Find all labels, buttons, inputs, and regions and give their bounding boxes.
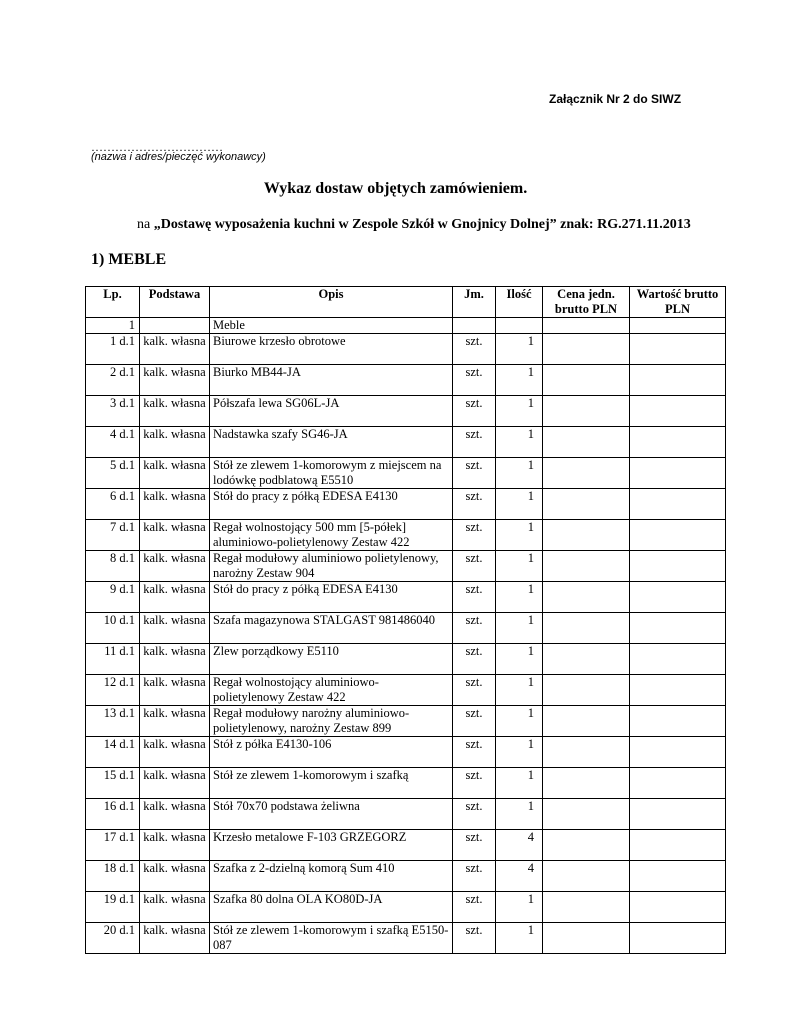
cell-jm: szt. bbox=[453, 675, 496, 706]
cell-ilosc: 1 bbox=[496, 892, 543, 923]
table-row bbox=[86, 644, 726, 675]
cell-opis: Regał modułowy aluminiowo polietylenowy, narożny Zestaw 904 bbox=[210, 551, 453, 582]
cell-ilosc: 1 bbox=[496, 613, 543, 644]
cell-podstawa: kalk. własna bbox=[140, 613, 210, 644]
cell-wartosc bbox=[630, 892, 726, 923]
cell-ilosc: 1 bbox=[496, 520, 543, 551]
cell-cena bbox=[543, 799, 630, 830]
cell-cena bbox=[543, 613, 630, 644]
cell-jm: szt. bbox=[453, 334, 496, 365]
cell-podstawa bbox=[140, 318, 210, 334]
cell-lp: 5 d.1 bbox=[86, 458, 140, 489]
cell-podstawa: kalk. własna bbox=[140, 861, 210, 892]
cell-wartosc bbox=[630, 427, 726, 458]
cell-podstawa: kalk. własna bbox=[140, 830, 210, 861]
table-row bbox=[86, 830, 726, 861]
cell-ilosc: 4 bbox=[496, 830, 543, 861]
cell-wartosc bbox=[630, 613, 726, 644]
table-row bbox=[86, 861, 726, 892]
cell-cena bbox=[543, 318, 630, 334]
cell-podstawa: kalk. własna bbox=[140, 675, 210, 706]
cell-cena bbox=[543, 458, 630, 489]
cell-opis: Stół do pracy z półką EDESA E4130 bbox=[210, 582, 453, 613]
cell-ilosc: 1 bbox=[496, 923, 543, 954]
cell-lp: 15 d.1 bbox=[86, 768, 140, 799]
cell-jm: szt. bbox=[453, 644, 496, 675]
cell-cena bbox=[543, 861, 630, 892]
cell-lp: 10 d.1 bbox=[86, 613, 140, 644]
table-row bbox=[86, 396, 726, 427]
cell-jm: szt. bbox=[453, 582, 496, 613]
cell-opis: Stół 70x70 podstawa żeliwna bbox=[210, 799, 453, 830]
table-row bbox=[86, 551, 726, 582]
cell-opis: Szafka z 2-dzielną komorą Sum 410 bbox=[210, 861, 453, 892]
cell-lp: 1 bbox=[86, 318, 140, 334]
cell-podstawa: kalk. własna bbox=[140, 799, 210, 830]
cell-jm: szt. bbox=[453, 365, 496, 396]
col-header-opis: Opis bbox=[210, 287, 453, 318]
cell-wartosc bbox=[630, 737, 726, 768]
table-row bbox=[86, 458, 726, 489]
col-header-podstawa: Podstawa bbox=[140, 287, 210, 318]
cell-cena bbox=[543, 582, 630, 613]
table-row bbox=[86, 582, 726, 613]
cell-lp: 19 d.1 bbox=[86, 892, 140, 923]
cell-opis: Szafka 80 dolna OLA KO80D-JA bbox=[210, 892, 453, 923]
table-row bbox=[86, 737, 726, 768]
cell-jm: szt. bbox=[453, 706, 496, 737]
cell-jm: szt. bbox=[453, 830, 496, 861]
table-row bbox=[86, 427, 726, 458]
cell-cena bbox=[543, 737, 630, 768]
cell-wartosc bbox=[630, 318, 726, 334]
table-header-row bbox=[86, 287, 726, 318]
cell-cena bbox=[543, 396, 630, 427]
table-row bbox=[86, 334, 726, 365]
cell-podstawa: kalk. własna bbox=[140, 737, 210, 768]
page-subtitle bbox=[137, 217, 691, 233]
cell-opis: Półszafa lewa SG06L-JA bbox=[210, 396, 453, 427]
cell-lp: 16 d.1 bbox=[86, 799, 140, 830]
cell-wartosc bbox=[630, 644, 726, 675]
col-header-wartosc: Wartość brutto PLN bbox=[630, 287, 726, 318]
table-row bbox=[86, 520, 726, 551]
cell-ilosc: 1 bbox=[496, 799, 543, 830]
cell-jm: szt. bbox=[453, 799, 496, 830]
cell-wartosc bbox=[630, 768, 726, 799]
cell-lp: 17 d.1 bbox=[86, 830, 140, 861]
cell-cena bbox=[543, 675, 630, 706]
cell-opis: Stół z półka E4130-106 bbox=[210, 737, 453, 768]
col-header-jm: Jm. bbox=[453, 287, 496, 318]
cell-opis: Stół ze zlewem 1-komorowym i szafką E5150-087 bbox=[210, 923, 453, 954]
cell-opis: Regał wolnostojący 500 mm [5-półek] aluminiowo-polietylenowy Zestaw 422 bbox=[210, 520, 453, 551]
contractor-dots-line: …………………………… bbox=[91, 140, 223, 154]
section-heading: 1) MEBLE bbox=[91, 251, 167, 268]
table-row bbox=[86, 923, 726, 954]
cell-lp: 20 d.1 bbox=[86, 923, 140, 954]
table-body bbox=[86, 318, 726, 954]
cell-podstawa: kalk. własna bbox=[140, 706, 210, 737]
cell-jm: szt. bbox=[453, 427, 496, 458]
table-row bbox=[86, 892, 726, 923]
cell-wartosc bbox=[630, 458, 726, 489]
cell-podstawa: kalk. własna bbox=[140, 892, 210, 923]
cell-opis: Stół ze zlewem 1-komorowym z miejscem na lodówkę podblatową E5510 bbox=[210, 458, 453, 489]
cell-ilosc: 1 bbox=[496, 737, 543, 768]
table-row bbox=[86, 675, 726, 706]
cell-jm: szt. bbox=[453, 458, 496, 489]
cell-jm bbox=[453, 318, 496, 334]
cell-wartosc bbox=[630, 520, 726, 551]
cell-jm: szt. bbox=[453, 737, 496, 768]
cell-podstawa: kalk. własna bbox=[140, 458, 210, 489]
cell-cena bbox=[543, 427, 630, 458]
cell-ilosc: 1 bbox=[496, 427, 543, 458]
cell-ilosc bbox=[496, 318, 543, 334]
cell-wartosc bbox=[630, 334, 726, 365]
cell-wartosc bbox=[630, 365, 726, 396]
cell-lp: 1 d.1 bbox=[86, 334, 140, 365]
cell-ilosc: 4 bbox=[496, 861, 543, 892]
cell-lp: 18 d.1 bbox=[86, 861, 140, 892]
col-header-lp: Lp. bbox=[86, 287, 140, 318]
page-title: Wykaz dostaw objętych zamówieniem. bbox=[263, 180, 528, 197]
cell-lp: 7 d.1 bbox=[86, 520, 140, 551]
cell-podstawa: kalk. własna bbox=[140, 427, 210, 458]
cell-ilosc: 1 bbox=[496, 334, 543, 365]
cell-podstawa: kalk. własna bbox=[140, 768, 210, 799]
cell-opis: Biurko MB44-JA bbox=[210, 365, 453, 396]
table-row bbox=[86, 489, 726, 520]
cell-opis: Szafa magazynowa STALGAST 981486040 bbox=[210, 613, 453, 644]
cell-opis: Stół ze zlewem 1-komorowym i szafką bbox=[210, 768, 453, 799]
cell-cena bbox=[543, 365, 630, 396]
cell-lp: 9 d.1 bbox=[86, 582, 140, 613]
cell-wartosc bbox=[630, 830, 726, 861]
cell-cena bbox=[543, 334, 630, 365]
cell-wartosc bbox=[630, 675, 726, 706]
cell-jm: szt. bbox=[453, 923, 496, 954]
cell-jm: szt. bbox=[453, 396, 496, 427]
cell-ilosc: 1 bbox=[496, 768, 543, 799]
cell-opis: Krzesło metalowe F-103 GRZEGORZ bbox=[210, 830, 453, 861]
cell-cena bbox=[543, 892, 630, 923]
cell-opis: Regał modułowy narożny aluminiowo-polietylenowy, narożny Zestaw 899 bbox=[210, 706, 453, 737]
table-row bbox=[86, 365, 726, 396]
subtitle-prefix: na bbox=[137, 217, 154, 232]
cell-opis: Regał wolnostojący aluminiowo-polietylenowy Zestaw 422 bbox=[210, 675, 453, 706]
cell-jm: szt. bbox=[453, 489, 496, 520]
table-row bbox=[86, 706, 726, 737]
table-row bbox=[86, 768, 726, 799]
cell-opis: Meble bbox=[210, 318, 453, 334]
cell-ilosc: 1 bbox=[496, 489, 543, 520]
cell-jm: szt. bbox=[453, 861, 496, 892]
cell-cena bbox=[543, 830, 630, 861]
cell-podstawa: kalk. własna bbox=[140, 582, 210, 613]
cell-ilosc: 1 bbox=[496, 582, 543, 613]
cell-cena bbox=[543, 706, 630, 737]
cell-ilosc: 1 bbox=[496, 644, 543, 675]
table-row bbox=[86, 318, 726, 334]
cell-ilosc: 1 bbox=[496, 675, 543, 706]
cell-jm: szt. bbox=[453, 613, 496, 644]
cell-ilosc: 1 bbox=[496, 551, 543, 582]
cell-cena bbox=[543, 644, 630, 675]
cell-wartosc bbox=[630, 489, 726, 520]
table-row bbox=[86, 799, 726, 830]
cell-jm: szt. bbox=[453, 892, 496, 923]
col-header-cena: Cena jedn. brutto PLN bbox=[543, 287, 630, 318]
contractor-label: (nazwa i adres/pieczęć wykonawcy) bbox=[91, 151, 266, 163]
cell-cena bbox=[543, 768, 630, 799]
annex-label: Załącznik Nr 2 do SIWZ bbox=[549, 92, 682, 106]
table-row bbox=[86, 613, 726, 644]
cell-wartosc bbox=[630, 861, 726, 892]
cell-jm: szt. bbox=[453, 520, 496, 551]
cell-wartosc bbox=[630, 923, 726, 954]
cell-wartosc bbox=[630, 706, 726, 737]
cell-lp: 8 d.1 bbox=[86, 551, 140, 582]
cell-opis: Zlew porządkowy E5110 bbox=[210, 644, 453, 675]
cell-cena bbox=[543, 551, 630, 582]
cell-lp: 13 d.1 bbox=[86, 706, 140, 737]
cell-podstawa: kalk. własna bbox=[140, 365, 210, 396]
cell-lp: 3 d.1 bbox=[86, 396, 140, 427]
cell-cena bbox=[543, 520, 630, 551]
cell-ilosc: 1 bbox=[496, 396, 543, 427]
cell-podstawa: kalk. własna bbox=[140, 396, 210, 427]
cell-jm: szt. bbox=[453, 768, 496, 799]
cell-ilosc: 1 bbox=[496, 365, 543, 396]
cell-opis: Nadstawka szafy SG46-JA bbox=[210, 427, 453, 458]
cell-opis: Stół do pracy z półką EDESA E4130 bbox=[210, 489, 453, 520]
col-header-ilosc: Ilość bbox=[496, 287, 543, 318]
cell-lp: 12 d.1 bbox=[86, 675, 140, 706]
cell-lp: 2 d.1 bbox=[86, 365, 140, 396]
cell-wartosc bbox=[630, 582, 726, 613]
cell-wartosc bbox=[630, 396, 726, 427]
cell-cena bbox=[543, 489, 630, 520]
cell-podstawa: kalk. własna bbox=[140, 489, 210, 520]
cell-podstawa: kalk. własna bbox=[140, 520, 210, 551]
cell-lp: 11 d.1 bbox=[86, 644, 140, 675]
cell-podstawa: kalk. własna bbox=[140, 923, 210, 954]
cell-cena bbox=[543, 923, 630, 954]
cell-podstawa: kalk. własna bbox=[140, 644, 210, 675]
cell-lp: 6 d.1 bbox=[86, 489, 140, 520]
subtitle-main: „Dostawę wyposażenia kuchni w Zespole Szkół w Gnojnicy Dolnej” znak: RG.271.11.2013 bbox=[153, 217, 691, 232]
cell-lp: 14 d.1 bbox=[86, 737, 140, 768]
cell-podstawa: kalk. własna bbox=[140, 334, 210, 365]
cell-podstawa: kalk. własna bbox=[140, 551, 210, 582]
items-table bbox=[85, 286, 726, 954]
cell-ilosc: 1 bbox=[496, 706, 543, 737]
cell-ilosc: 1 bbox=[496, 458, 543, 489]
cell-lp: 4 d.1 bbox=[86, 427, 140, 458]
cell-opis: Biurowe krzesło obrotowe bbox=[210, 334, 453, 365]
cell-wartosc bbox=[630, 551, 726, 582]
cell-wartosc bbox=[630, 799, 726, 830]
cell-jm: szt. bbox=[453, 551, 496, 582]
